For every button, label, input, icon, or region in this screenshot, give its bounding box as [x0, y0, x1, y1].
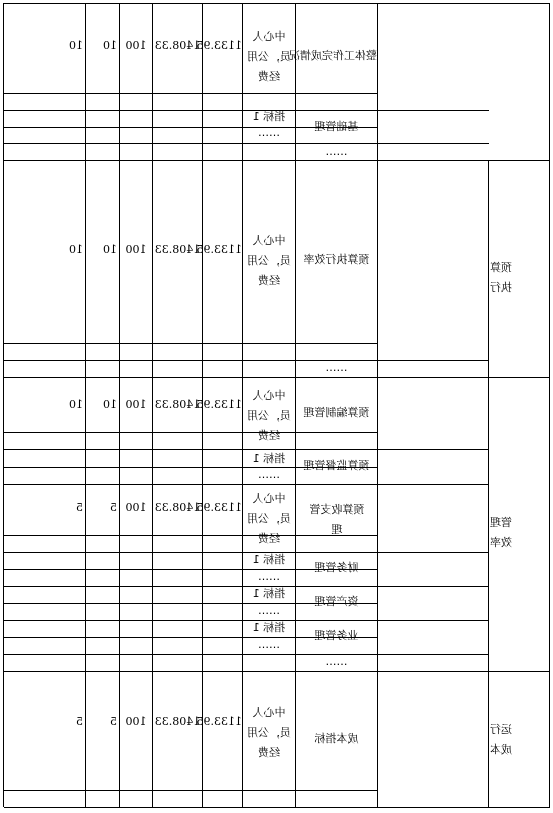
subrow-line [4, 343, 378, 344]
value-1: 1133.95 [196, 501, 242, 514]
value-2: 1408.33 [154, 398, 201, 411]
value-4: 5 [110, 715, 117, 728]
value-3: 100 [125, 715, 147, 728]
item-label: 中心人员，公用经费 [247, 492, 291, 545]
indicator-label: 资产管理 [314, 595, 359, 608]
indicator-line [4, 143, 489, 144]
value-5: 5 [76, 501, 83, 514]
section-line-3 [4, 671, 550, 672]
indicator-label: 基础管理 [314, 120, 359, 133]
subrow-line [4, 432, 378, 433]
value-4: 10 [103, 39, 117, 52]
row-line-bottom [4, 807, 550, 808]
indicator-label: 预算收支管理 [309, 503, 365, 536]
value-4: 10 [103, 398, 117, 411]
subitem-label: 指标 1 [252, 587, 286, 600]
row-line-top [4, 3, 550, 4]
indicator-label: …… [325, 145, 348, 158]
indicator-label: …… [325, 655, 348, 668]
first-level-label: 预算执行 [490, 261, 512, 294]
section-line-1 [4, 160, 550, 161]
value-3: 100 [125, 243, 147, 256]
value-1: 1133.95 [196, 39, 242, 52]
first-level-label: 运行成本 [490, 723, 512, 756]
indicator-divider [377, 3, 378, 807]
value-1: 1133.95 [196, 243, 242, 256]
value-2: 1408.33 [154, 501, 201, 514]
value-2: 1408.33 [154, 715, 201, 728]
indicator-label: 业务管理 [314, 629, 359, 642]
subitem-label: 指标 1 [252, 110, 286, 123]
table-border-right [3, 3, 4, 807]
subitem-label: …… [258, 468, 280, 481]
subitem-label: 指标 1 [252, 621, 286, 634]
col-divider-v5 [85, 3, 86, 807]
subitem-label: …… [258, 570, 280, 583]
value-1: 1133.95 [196, 715, 242, 728]
value-1: 1133.95 [196, 398, 242, 411]
value-5: 10 [69, 398, 83, 411]
value-2: 1408.33 [154, 39, 201, 52]
table-border-left [549, 3, 550, 807]
value-2: 1408.33 [154, 243, 201, 256]
indicator-label: 预算执行效率 [303, 253, 370, 266]
value-5: 5 [76, 715, 83, 728]
subitem-label: 指标 1 [252, 452, 286, 465]
subrow-line [4, 790, 378, 791]
first-level-label: 管理效率 [490, 516, 512, 549]
indicator-label: 成本指标 [314, 732, 359, 745]
indicator-label: 财务管理 [314, 561, 359, 574]
value-3: 100 [125, 398, 147, 411]
indicator-label: 预算监督管理 [303, 459, 370, 472]
value-4: 5 [110, 501, 117, 514]
indicator-line [4, 360, 489, 361]
item-label: 中心人员，公用经费 [247, 389, 291, 442]
subitem-label: …… [258, 604, 280, 617]
indicator-label: …… [325, 361, 348, 374]
value-3: 100 [125, 501, 147, 514]
item-label: 中心人员，公用经费 [247, 706, 291, 759]
item-label: 中心人员，公用经费 [247, 234, 291, 287]
indicator-label: 预算编制管理 [303, 406, 370, 419]
value-4: 10 [103, 243, 117, 256]
item-label: 中心人员，公用经费 [247, 30, 291, 83]
value-5: 10 [69, 39, 83, 52]
subrow-line [4, 93, 378, 94]
subitem-label: …… [258, 638, 280, 651]
section-line-2 [4, 377, 550, 378]
subitem-label: 指标 1 [252, 553, 286, 566]
indicator-label: 整体工作完成情况 [289, 49, 377, 62]
subitem-label: …… [258, 126, 280, 139]
value-5: 10 [69, 243, 83, 256]
value-3: 100 [125, 39, 147, 52]
